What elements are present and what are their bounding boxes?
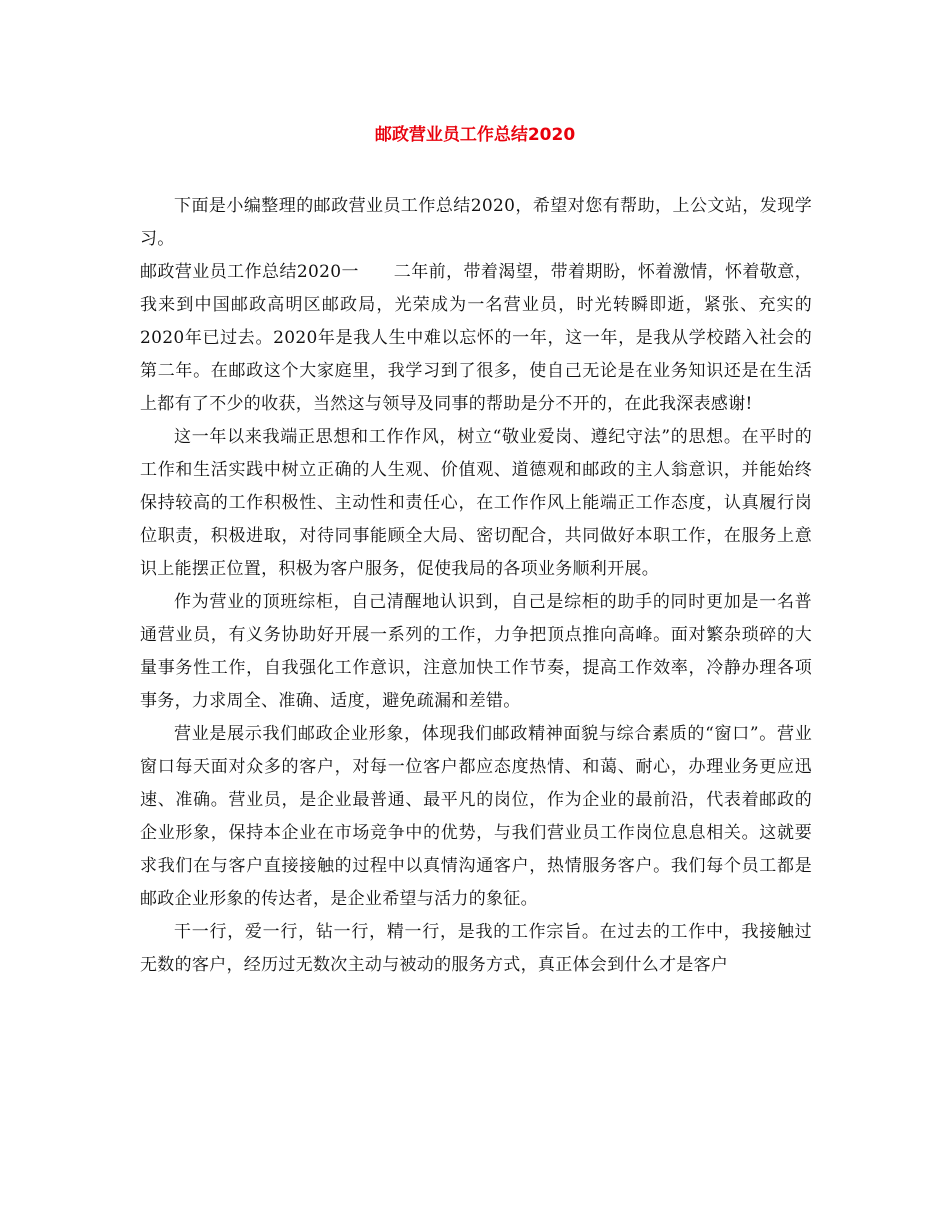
paragraph-intro: 下面是小编整理的邮政营业员工作总结2020，希望对您有帮助，上公文站，发现学习。 [140, 196, 812, 249]
paragraph-work-motto: 干一行，爱一行，钻一行，精一行，是我的工作宗旨。在过去的工作中，我接触过无数的客户，经历过无数次主动与被动的服务方式，真正体会到什么才是客户 [140, 922, 812, 975]
document-body [140, 190, 812, 982]
paragraph-service-window: 营业是展示我们邮政企业形象，体现我们邮政精神面貌与综合素质的“窗口”。营业窗口每天面对众多的客户，对每一位客户都应态度热情、和蔼、耐心，办理业务更应迅速、准确。营业员，是企业最普通、最平凡的岗位，作为企业的最前沿，代表着邮政的企业形象，保持本企业在市场竞争中的优势，与我们营业员工作岗位息息相关。这就要求我们在与客户直接接触的过程中以真情沟通客户，热情服务客户。我们每个员工都是邮政企业形象的传达者，是企业希望与活力的象征。 [140, 724, 812, 909]
paragraph-counter-role: 作为营业的顶班综柜，自己清醒地认识到，自己是综柜的助手的同时更加是一名普通营业员，有义务协助好开展一系列的工作，力争把顶点推向高峰。面对繁杂琐碎的大量事务性工作，自我强化工作意识，注意加快工作节奏，提高工作效率，冷静办理各项事务，力求周全、准确、适度，避免疏漏和差错。 [140, 592, 812, 711]
document-title: 邮政营业员工作总结2020 [374, 125, 576, 145]
paragraph-opening: 邮政营业员工作总结2020一 二年前，带着渴望，带着期盼，怀着激情，怀着敬意，我来到中国邮政高明区邮政局，光荣成为一名营业员，时光转瞬即逝，紧张、充实的2020年已过去。2020年是我人生中难以忘怀的一年，这一年，是我从学校踏入社会的第二年。在邮政这个大家庭里，我学习到了很多，使自己无论是在业务知识还是在生活上都有了不少的收获，当然这与领导及同事的帮助是分不开的，在此我深表感谢! [140, 262, 812, 414]
paragraph-work-style: 这一年以来我端正思想和工作作风，树立“敬业爱岗、遵纪守法”的思想。在平时的工作和生活实践中树立正确的人生观、价值观、道德观和邮政的主人翁意识，并能始终保持较高的工作积极性、主动性和责任心，在工作作风上能端正工作态度，认真履行岗位职责，积极进取，对待同事能顾全大局、密切配合，共同做好本职工作，在服务上意识上能摆正位置，积极为客户服务，促使我局的各项业务顺利开展。 [140, 427, 812, 579]
